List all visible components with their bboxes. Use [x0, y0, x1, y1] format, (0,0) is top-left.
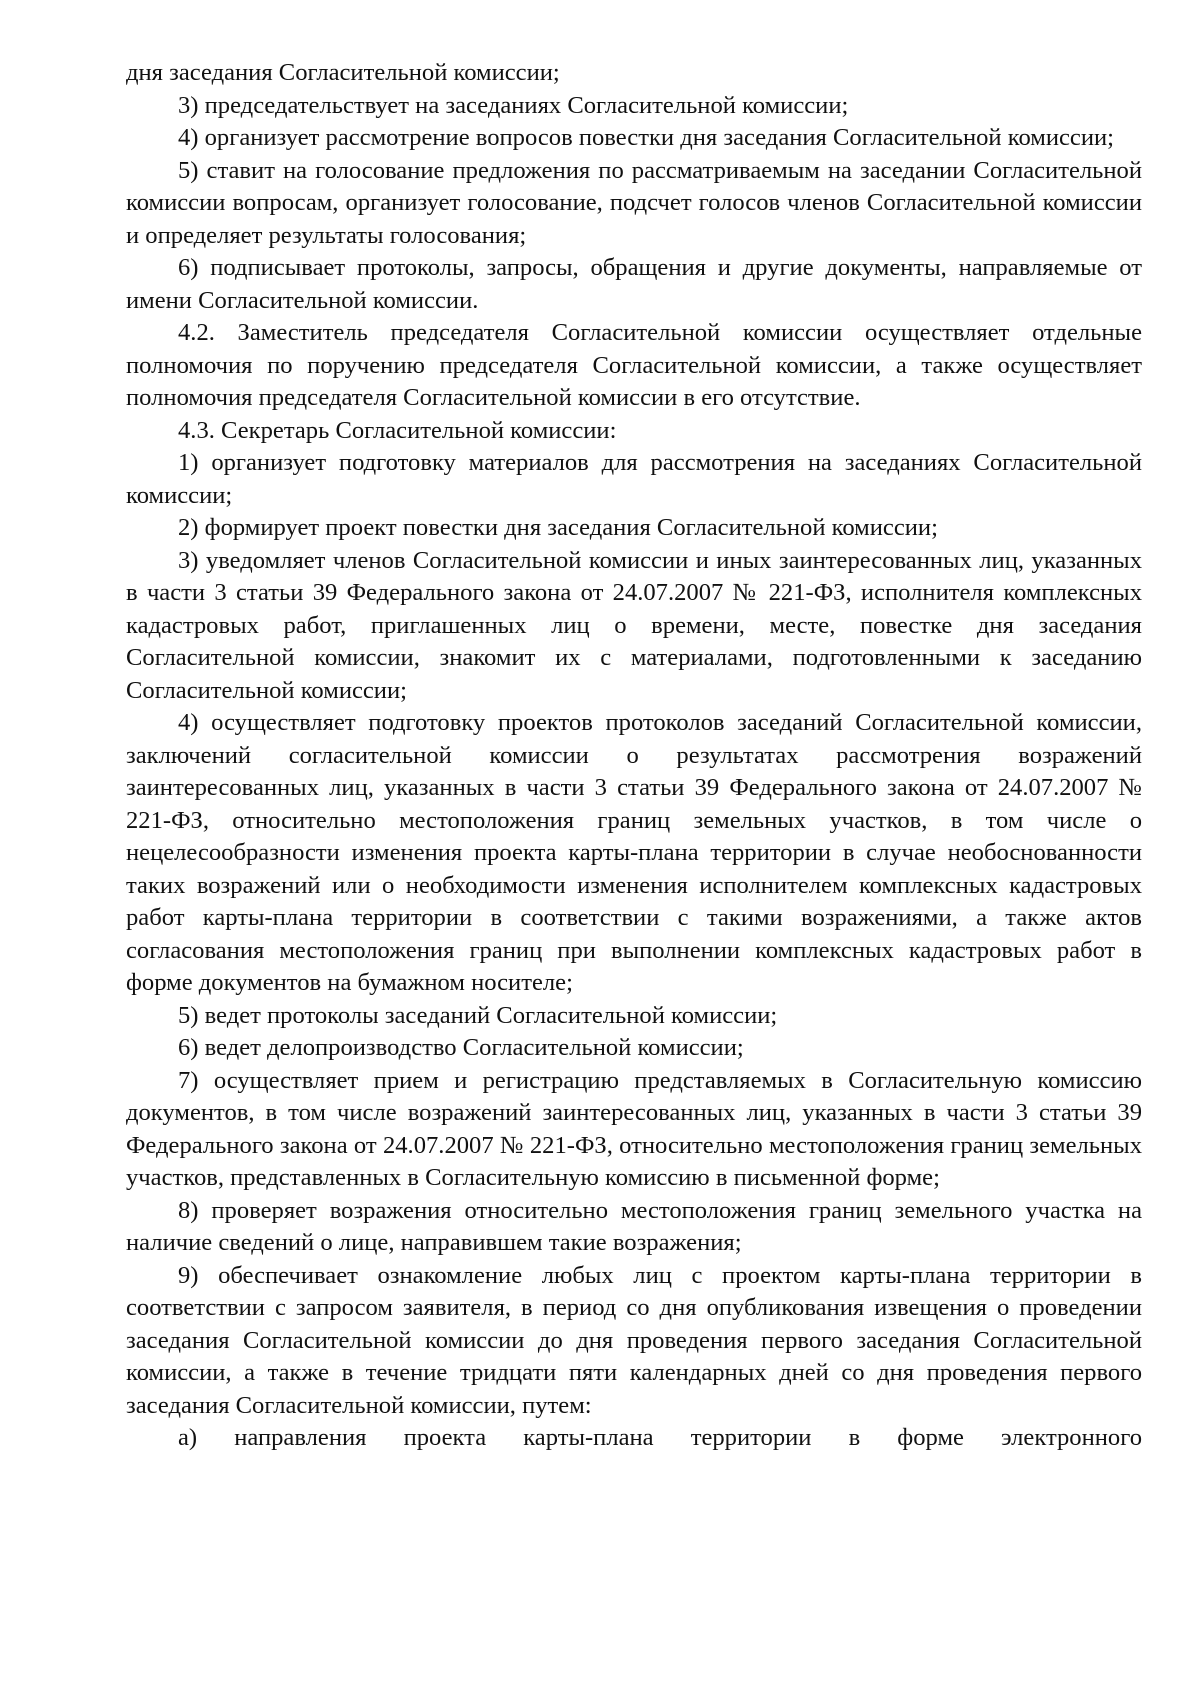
paragraph-chair-item-3: 3) председательствует на заседаниях Согласительной комиссии;	[178, 91, 849, 119]
paragraph-section-4-3: 4.3. Секретарь Согласительной комиссии:	[178, 416, 617, 444]
paragraph-secretary-item-3: 3) уведомляет членов Согласительной комиссии и иных заинтересованных лиц, указанных в части 3 статьи 39 Федерального закона от 24.07.2007 № 221-ФЗ, исполнителя комплексных кадастровых работ, приглашенных лиц о времени, месте, повестке дня заседания Согласительной комиссии, знакомит их с материалами, подготовленными к заседанию Согласительной комиссии;	[126, 546, 1142, 704]
document-body	[126, 57, 1142, 1455]
paragraph-secretary-item-6: 6) ведет делопроизводство Согласительной комиссии;	[178, 1034, 744, 1061]
paragraph-secretary-item-7: 7) осуществляет прием и регистрацию представляемых в Согласительную комиссию документов, в том числе возражений заинтересованных лиц, указанных в части 3 статьи 39 Федерального закона от 24.07.2007 № 221-ФЗ, относительно местоположения границ земельных участков, представленных в Согласительную комиссию в письменной форме;	[126, 1066, 1142, 1191]
paragraph-secretary-item-8: 8) проверяет возражения относительно местоположения границ земельного участка на наличие сведений о лице, направившем такие возражения;	[126, 1196, 1142, 1256]
paragraph-subitem-a: а) направления проекта карты-плана территории в форме электронного	[178, 1424, 1142, 1451]
paragraph-section-4-2: 4.2. Заместитель председателя Согласительной комиссии осуществляет отдельные полномочия по поручению председателя Согласительной комиссии, а также осуществляет полномочия председателя Согласительной комиссии в его отсутствие.	[126, 319, 1142, 411]
paragraph-secretary-item-4: 4) осуществляет подготовку проектов протоколов заседаний Согласительной комиссии, заключений согласительной комиссии о результатах рассмотрения возражений заинтересованных лиц, указанных в части 3 статьи 39 Федерального закона от 24.07.2007 № 221-ФЗ, относительно местоположения границ земельных участков, в том числе о нецелесообразности изменения проекта карты-плана территории в случае необоснованности таких возражений или о необходимости изменения исполнителем комплексных кадастровых работ карты-плана территории в соответствии с такими возражениями, а также актов согласования местоположения границ при выполнении комплексных кадастровых работ в форме документов на бумажном носителе;	[126, 709, 1142, 996]
paragraph-chair-item-5: 5) ставит на голосование предложения по рассматриваемым на заседании Согласительной комиссии вопросам, организует голосование, подсчет голосов членов Согласительной комиссии и определяет результаты голосования;	[126, 156, 1142, 249]
paragraph-secretary-item-9: 9) обеспечивает ознакомление любых лиц с проектом карты-плана территории в соответствии с запросом заявителя, в период со дня опубликования извещения о проведении заседания Согласительной комиссии до дня проведения первого заседания Согласительной комиссии, а также в течение тридцати пяти календарных дней со дня проведения первого заседания Согласительной комиссии, путем:	[126, 1261, 1142, 1419]
paragraph-secretary-item-1: 1) организует подготовку материалов для рассмотрения на заседаниях Согласительной комиссии;	[126, 449, 1142, 509]
paragraph-secretary-item-2: 2) формирует проект повестки дня заседания Согласительной комиссии;	[178, 514, 938, 541]
paragraph-chair-item-6: 6) подписывает протоколы, запросы, обращения и другие документы, направляемые от имени Согласительной комиссии.	[126, 254, 1142, 314]
paragraph-continuation: дня заседания Согласительной комиссии;	[126, 59, 560, 86]
paragraph-chair-item-4: 4) организует рассмотрение вопросов повестки дня заседания Согласительной комиссии;	[178, 124, 1114, 151]
paragraph-secretary-item-5: 5) ведет протоколы заседаний Согласительной комиссии;	[178, 1001, 778, 1029]
